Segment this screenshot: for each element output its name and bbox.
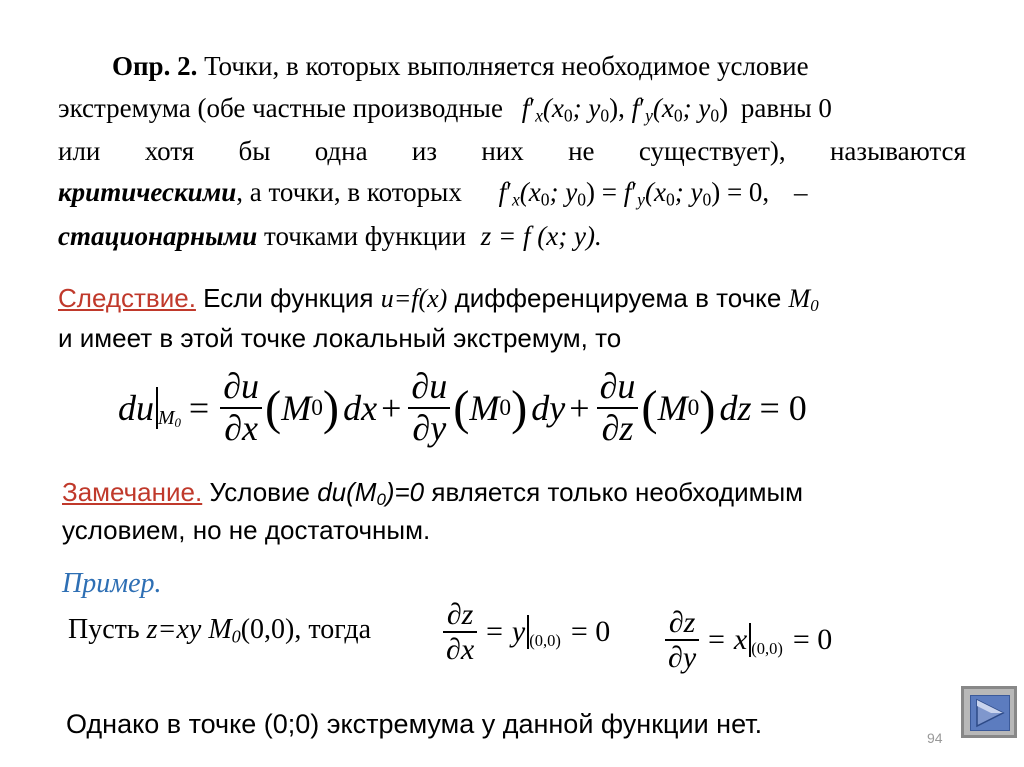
definition-line-4 <box>58 176 807 215</box>
example-function: z=xy <box>146 614 202 645</box>
remark-expression: $du(M_0)=0$ <box>317 477 425 510</box>
remark-line-2: условием, но не достаточным. <box>62 515 431 545</box>
definition-text-4: , а точки, в которых <box>236 177 462 207</box>
fraction-du-dy: $\frac{\partial u}{\partial y}$ <box>408 367 450 448</box>
word: них <box>481 136 524 166</box>
formula-lhs-subscript: $M_0$ <box>158 406 181 430</box>
corollary-text-1: Если функция <box>203 283 374 313</box>
definition-line-1 <box>112 50 809 82</box>
function-formula: z = f (x; y). <box>480 221 602 251</box>
fraction-du-dx: $\frac{\partial u}{\partial x}$ <box>220 367 262 448</box>
example-derivative-y: $\frac{\partial z}{\partial y}$ = x (0,0) = 0 <box>662 598 832 682</box>
example-derivative-x: $\frac{\partial z}{\partial x}$ = y (0,0) = 0 <box>440 590 610 674</box>
remark-label: Замечание. <box>62 477 203 507</box>
definition-line-3 <box>58 135 966 167</box>
remark-text-2: является только необходимым <box>431 477 804 507</box>
example-conclusion: Однако в точке (0;0) экстремума у данной функции нет. <box>66 709 763 739</box>
word: хотя <box>144 136 195 166</box>
word: существует), <box>638 136 786 166</box>
definition-line-5 <box>58 220 602 252</box>
example-line-1: Пусть z=xy $M_0(0,0)$, тогда <box>68 614 372 647</box>
corollary-line-1 <box>58 282 819 322</box>
fraction-du-dz: $\frac{\partial u}{\partial z}$ <box>597 367 639 448</box>
example-label: Пример. <box>62 568 162 599</box>
word: бы <box>238 136 271 166</box>
word: или <box>58 136 101 166</box>
definition-equal-zero-text: равны 0 <box>740 93 832 123</box>
word: не <box>568 136 595 166</box>
next-slide-button[interactable] <box>961 686 1017 738</box>
term-critical: критическими <box>58 177 237 207</box>
word: из <box>411 136 438 166</box>
definition-text-1: Точки, в которых выполняется необходимое условие <box>204 51 809 81</box>
definition-text-2: экстремума (обе частные производные <box>58 93 503 123</box>
definition-label: Опр. 2. <box>112 51 198 81</box>
corollary-line-2: и имеет в этой точке локальный экстремум, то <box>58 323 622 353</box>
corollary-function: u=f(x) <box>380 284 448 313</box>
remark-line-1 <box>62 476 803 516</box>
corollary-point: $M_0$ <box>788 284 819 316</box>
next-slide-icon[interactable] <box>970 695 1010 731</box>
dash: – <box>793 177 808 207</box>
definition-line-2 <box>58 92 832 131</box>
stationary-condition-expression: $f'_x(x_0$; $y_0) = f'_y(x_0$; $y_0) = 0$, <box>498 177 770 210</box>
total-differential-formula: du $M_0$ = $\frac{\partial u}{\partial x}$ ( M 0 ) dx + $\frac{\partial u}{\partial y}$ ( M 0 ) dy + $\frac{\partial u}{\partial z}$ ( M 0 ) dz = 0 <box>118 366 807 448</box>
definition-text-5: точками функции <box>264 221 467 251</box>
partial-derivatives-expression: $f'_x(x_0$; $y_0$), $f'_y(x_0$; $y_0$) <box>521 93 735 126</box>
remark-text-1: Условие <box>209 477 310 507</box>
word: одна <box>314 136 368 166</box>
term-stationary: стационарными <box>58 221 258 251</box>
corollary-text-2: дифференцируема в точке <box>454 283 782 313</box>
example-point: $M_0$ <box>208 614 241 647</box>
formula-lhs: du <box>118 388 154 428</box>
page-number: 94 <box>927 730 943 746</box>
corollary-label: Следствие. <box>58 283 196 313</box>
word: называются <box>829 136 966 166</box>
